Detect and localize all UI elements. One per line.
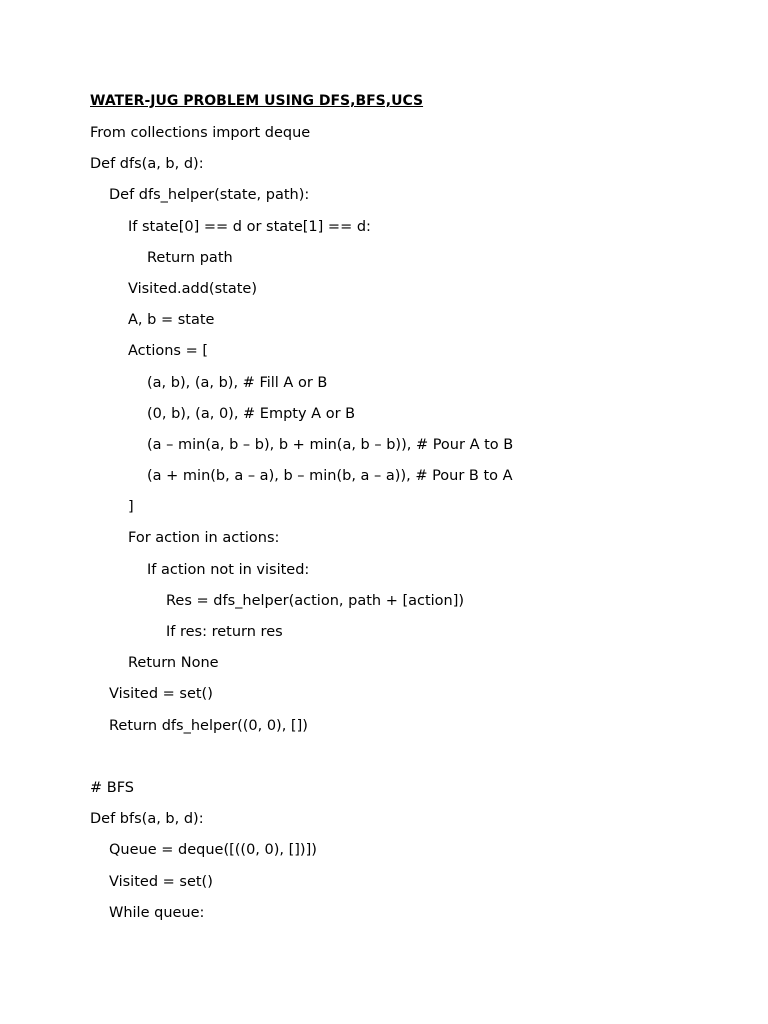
code-block xyxy=(90,124,750,935)
document-title: WATER-JUG PROBLEM USING DFS,BFS,UCS xyxy=(90,93,424,109)
code-line: (0, b), (a, 0), # Empty A or B xyxy=(147,405,356,422)
code-line: Return path xyxy=(147,249,233,266)
code-line: Queue = deque([((0, 0), [])]) xyxy=(109,842,317,859)
code-line: (a, b), (a, b), # Fill A or B xyxy=(147,374,328,391)
code-line: From collections import deque xyxy=(90,125,311,141)
code-line: Def bfs(a, b, d): xyxy=(90,811,204,828)
code-line xyxy=(90,748,750,779)
code-line: Visited = set() xyxy=(109,686,213,703)
code-line: (a – min(a, b – b), b + min(a, b – b)), # Pour A to B xyxy=(147,436,514,453)
code-line: Def dfs(a, b, d): xyxy=(90,156,204,173)
code-line: Actions = [ xyxy=(128,343,208,360)
code-line: If state[0] == d or state[1] == d: xyxy=(128,218,371,235)
code-line: Return dfs_helper((0, 0), []) xyxy=(109,717,308,734)
code-line: Visited = set() xyxy=(109,873,213,890)
code-line: If res: return res xyxy=(166,624,283,640)
code-line: A, b = state xyxy=(128,312,215,329)
code-line: For action in actions: xyxy=(128,530,280,547)
code-line: Def dfs_helper(state, path): xyxy=(109,187,310,204)
code-line: Visited.add(state) xyxy=(128,280,257,297)
code-line: ] xyxy=(128,499,134,516)
code-line: Res = dfs_helper(action, path + [action]) xyxy=(166,592,465,609)
code-line: While queue: xyxy=(109,904,205,921)
code-line: If action not in visited: xyxy=(147,561,310,578)
code-line: (a + min(b, a – a), b – min(b, a – a)), # Pour B to A xyxy=(147,468,513,485)
code-line: # BFS xyxy=(90,779,134,796)
code-line: Return None xyxy=(128,655,219,672)
